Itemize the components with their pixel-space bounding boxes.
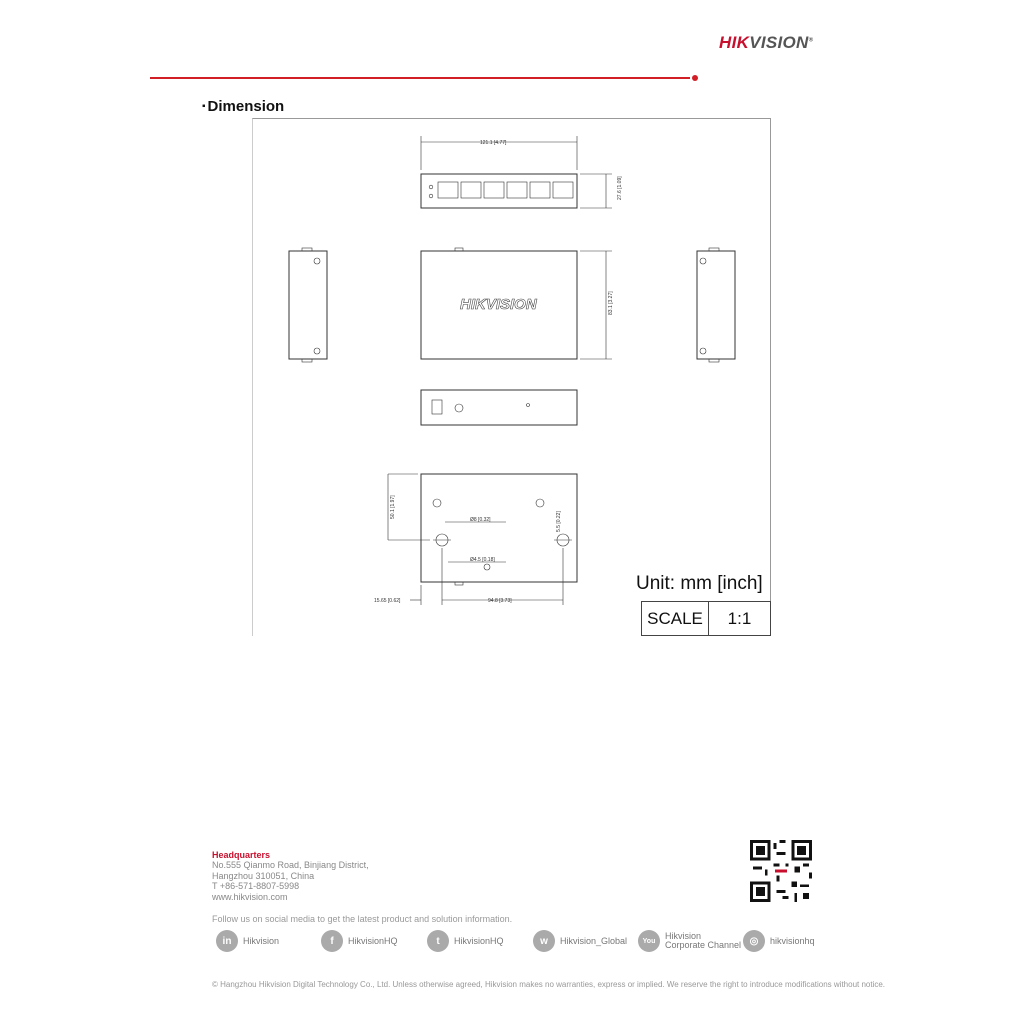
scale-label: SCALE xyxy=(642,602,709,635)
hikvision-logo: HIKVISION® xyxy=(719,33,814,52)
address-line: No.555 Qianmo Road, Binjiang District, xyxy=(212,860,369,871)
dim-slot: 5.5 [0.22] xyxy=(556,511,562,532)
follow-text: Follow us on social media to get the latest product and solution information. xyxy=(212,914,513,924)
dim-width-top: 121.1 [4.77] xyxy=(480,140,507,146)
social-instagram[interactable] xyxy=(743,930,815,952)
social-label: Hikvision xyxy=(665,931,702,941)
scale-table xyxy=(641,601,771,636)
linkedin-icon: in xyxy=(216,930,238,952)
dim-offset-left: 15.65 [0.62] xyxy=(374,598,401,604)
scale-value: 1:1 xyxy=(727,608,752,628)
footer-address xyxy=(212,850,369,902)
twitter-icon: t xyxy=(427,930,449,952)
section-title: ▪ Dimension xyxy=(202,98,285,115)
wechat-icon: w xyxy=(533,930,555,952)
social-wechat[interactable] xyxy=(533,930,627,952)
facebook-icon: f xyxy=(321,930,343,952)
social-label: HikvisionHQ xyxy=(348,936,398,946)
rear-view xyxy=(421,390,577,425)
social-label: Hikvision xyxy=(243,936,280,946)
unit-label: Unit: mm [inch] xyxy=(636,573,763,594)
instagram-icon: ◎ xyxy=(743,930,765,952)
dim-hole-spacing: 94.8 [3.73] xyxy=(488,598,512,604)
social-twitter[interactable] xyxy=(427,930,504,952)
phone-line: T +86-571-8807-5998 xyxy=(212,881,300,892)
address-line: Hangzhou 310051, China xyxy=(212,870,315,881)
dim-height-front: 27.6 [1.09] xyxy=(617,176,623,200)
social-label: hikvisionhq xyxy=(770,936,815,946)
hq-title: Headquarters xyxy=(212,850,271,860)
bottom-view xyxy=(388,474,577,605)
left-side-view xyxy=(289,248,327,362)
social-facebook[interactable] xyxy=(321,930,398,952)
social-label: Corporate Channel xyxy=(665,940,742,950)
qr-code xyxy=(750,840,812,902)
social-label: Hikvision_Global xyxy=(560,936,628,946)
social-label: HikvisionHQ xyxy=(454,936,504,946)
device-logo: HIKVISION xyxy=(460,296,537,313)
website-link[interactable]: www.hikvision.com xyxy=(212,891,288,902)
dim-hole-small: Ø4.5 [0.18] xyxy=(470,557,495,563)
dim-bottom-vertical: 50.1 [1.97] xyxy=(390,495,396,519)
front-view xyxy=(421,136,612,208)
social-linkedin[interactable] xyxy=(216,930,279,952)
social-youtube[interactable] xyxy=(638,930,741,952)
copyright-notice: © Hangzhou Hikvision Digital Technology Co., Ltd. Unless otherwise agreed, Hikvision makes no warranties, express or implied. We reserve the right to introduce modifications without notice. xyxy=(212,980,886,989)
dim-hole-large: Ø8 [0.32] xyxy=(470,517,491,523)
youtube-icon: You xyxy=(638,930,660,952)
right-side-view xyxy=(697,248,735,362)
dim-depth-side: 83.1 [3.27] xyxy=(608,291,614,315)
